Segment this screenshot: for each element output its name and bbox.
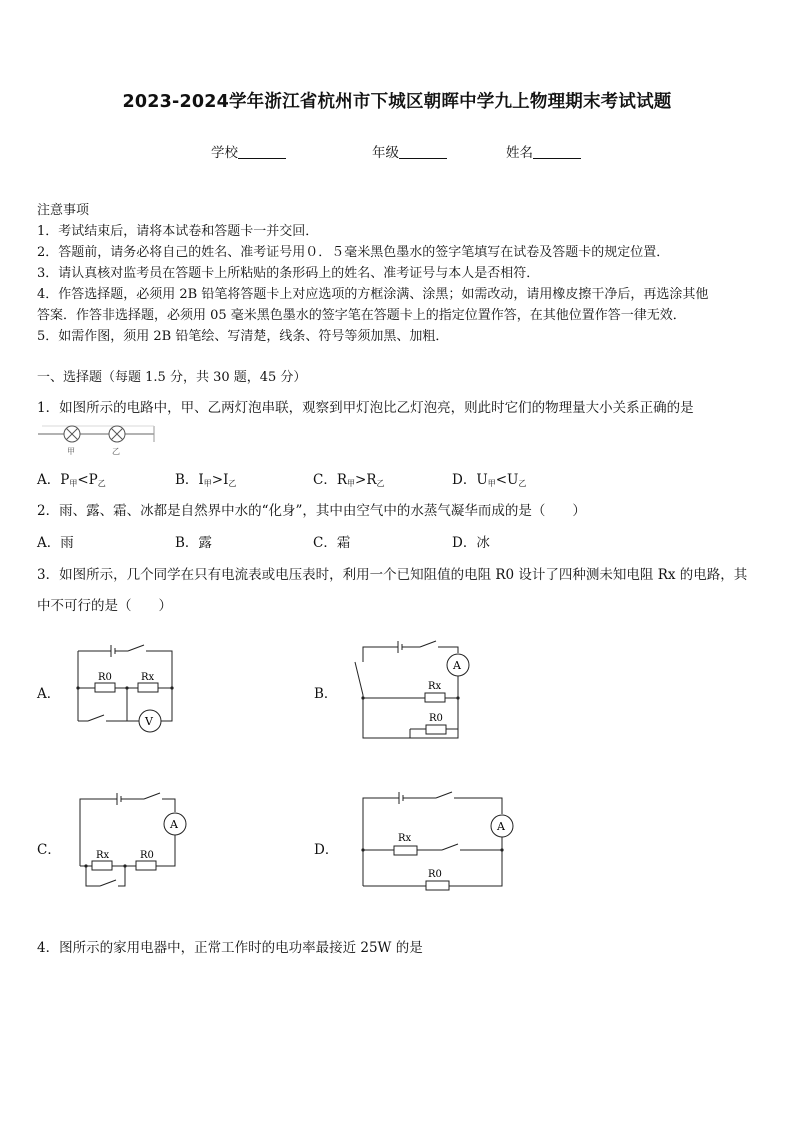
q3-stem-line-1: 3．如图所示，几个同学在只有电流表或电压表时，利用一个已知阻值的电阻 R0 设计了四种测未知电阻 Rx 的电路，其: [37, 567, 748, 583]
q1-option-d: D．$U_甲<U_乙$: [452, 472, 527, 488]
grade-blank: [399, 144, 447, 159]
rx-label: Rx: [141, 672, 155, 683]
r0-label: R0: [140, 850, 154, 861]
q3-label-b: B．: [314, 686, 338, 702]
voltmeter-icon: V: [145, 715, 153, 728]
grade-field: [372, 141, 447, 161]
q3-label-d: D．: [314, 842, 339, 858]
rx-label: Rx: [428, 681, 442, 692]
lamp-label-jia: 甲: [67, 447, 75, 456]
circuit-d: [354, 785, 524, 895]
grade-label: 年级: [372, 145, 399, 161]
q1-stem: 1．如图所示的电路中，甲、乙两灯泡串联，观察到甲灯泡比乙灯泡亮，则此时它们的物理量大小关系正确的是: [37, 400, 694, 416]
rx-label: Rx: [96, 850, 110, 861]
q3-label-a: A．: [37, 686, 61, 702]
q1-option-b: B．$I_甲>I_乙$: [175, 472, 237, 488]
notice-item-4-cont: 答案．作答非选择题，必须用 05 毫米黑色墨水的签字笔在答题卡上的指定位置作答，在其他位置作答一律无效．: [37, 308, 686, 323]
q1-series-lamps-diagram: [38, 420, 156, 458]
page-title: 2023-2024学年浙江省杭州市下城区朝晖中学九上物理期末考试试题: [122, 92, 672, 112]
notice-item-3: 3．请认真核对监考员在答题卡上所粘贴的条形码上的姓名、准考证号与本人是否相符．: [37, 266, 540, 281]
q3-label-c: C．: [37, 842, 61, 858]
school-field: [211, 141, 286, 161]
q1-option-a: A．$P_甲<P_乙$: [37, 472, 106, 488]
section-heading: 一、选择题（每题 1.5 分，共 30 题，45 分）: [37, 370, 307, 385]
notice-item-2: 2．答题前，请务必将自己的姓名、准考证号用０．５毫米黑色墨水的签字笔填写在试卷及答题卡的规定位置．: [37, 245, 670, 260]
r0-label: R0: [428, 869, 442, 880]
r0-label: R0: [429, 713, 443, 724]
notice-item-1: 1．考试结束后，请将本试卷和答题卡一并交回．: [37, 224, 319, 239]
r0-label: R0: [98, 672, 112, 683]
name-blank: [533, 144, 581, 159]
q1-option-c: C．$R_甲>R_乙$: [313, 472, 385, 488]
school-label: 学校: [211, 145, 238, 161]
name-field: [506, 141, 581, 161]
ammeter-icon: A: [497, 820, 505, 833]
q2-option-a: A．雨: [37, 535, 74, 551]
circuit-b: [350, 622, 480, 740]
name-label: 姓名: [506, 145, 533, 161]
notice-item-5: 5．如需作图，须用 2B 铅笔绘、写清楚，线条、符号等须加黑、加粗．: [37, 329, 449, 344]
notice-heading: 注意事项: [37, 203, 90, 218]
circuit-c: [70, 790, 190, 898]
q2-option-c: C．霜: [313, 535, 351, 551]
q2-option-b: B．露: [175, 535, 212, 551]
q4-stem: 4．图所示的家用电器中，正常工作时的电功率最接近 25W 的是: [37, 940, 423, 956]
ammeter-icon: A: [453, 659, 461, 672]
notice-item-4: 4．作答选择题，必须用 2B 铅笔将答题卡上对应选项的方框涂满、涂黑；如需改动，请用橡皮擦干净后，再选涂其他: [37, 287, 709, 302]
school-blank: [238, 144, 286, 159]
circuit-a: [70, 638, 180, 738]
ammeter-icon: A: [170, 818, 178, 831]
rx-label: Rx: [398, 833, 412, 844]
q3-stem-line-2: 中不可行的是（ ）: [37, 598, 172, 614]
q2-stem: 2．雨、露、霜、冰都是自然界中水的“化身”，其中由空气中的水蒸气凝华而成的是（ ）: [37, 503, 586, 519]
lamp-label-yi: 乙: [112, 447, 120, 456]
q2-option-d: D．冰: [452, 535, 490, 551]
